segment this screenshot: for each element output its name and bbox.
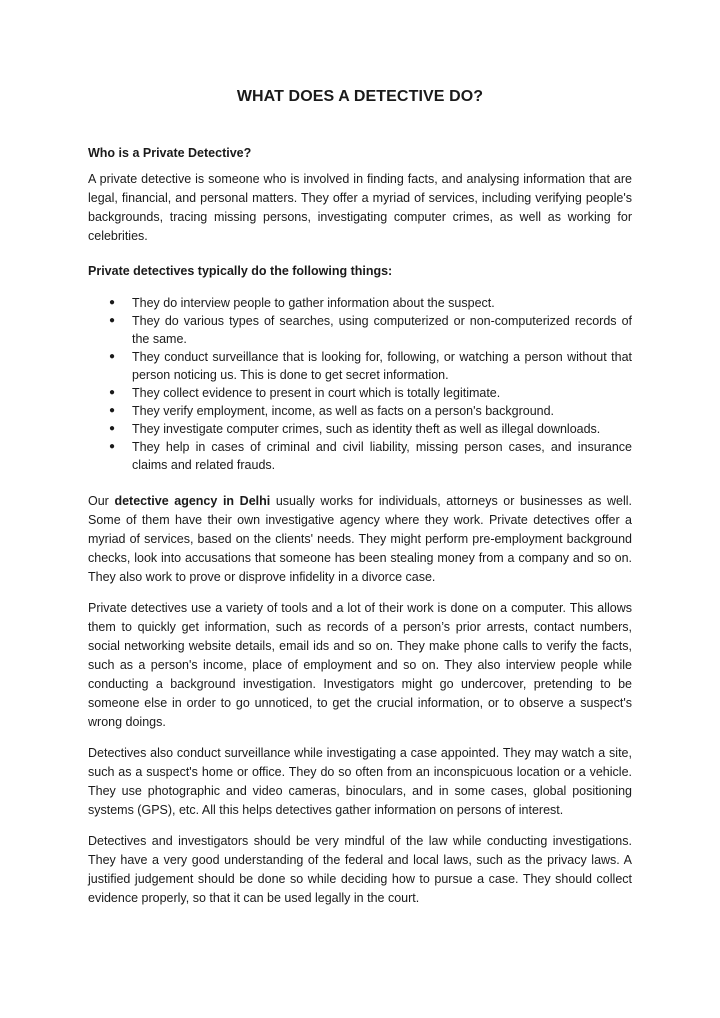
surveillance-paragraph: Detectives also conduct surveillance while investigating a case appointed. They may watch a site, such as a suspect's home or office. They do so often from an inconspicuous location or a vehicle. They use photographic and video cameras, binoculars, and in some cases, global positioning systems (GPS), etc. All this helps detectives gather information on persons of interest. (88, 746, 632, 817)
document-title: WHAT DOES A DETECTIVE DO? (236, 88, 484, 105)
section-heading-tasks: Private detectives typically do the following things: (88, 264, 393, 278)
bullet-icon: ● (109, 423, 116, 434)
bullet-icon: ● (109, 297, 116, 308)
agency-keyword: detective agency in Delhi (114, 494, 271, 508)
list-item: ● They conduct surveillance that is looking for, following, or watching a person without that person noticing us. This is done to get secret information. (109, 350, 632, 382)
bullet-icon: ● (109, 405, 116, 416)
law-paragraph: Detectives and investigators should be very mindful of the law while conducting investigations. They have a very good understanding of the federal and local laws, such as the privacy laws. A justified judgement should be done so while deciding how to pursue a case. They should collect evidence properly, so that it can be used legally in the court. (88, 834, 632, 905)
intro-paragraph: A private detective is someone who is involved in finding facts, and analysing information that are legal, financial, and personal matters. They offer a myriad of services, including verifying people's backgrounds, tracing missing persons, investigating computer crimes, as well as working for celebrities. (88, 172, 632, 243)
section-heading-who: Who is a Private Detective? (88, 146, 252, 160)
tools-paragraph: Private detectives use a variety of tools and a lot of their work is done on a computer. This allows them to quickly get information, such as records of a person’s prior arrests, contact numbers, social networking website details, email ids and so on. They make phone calls to verify the facts, such as a person's income, place of employment and so on. They also interview people while conducting a background investigation. Investigators might go undercover, pretending to be someone else in order to go unnoticed, to get the crucial information, or to observe a suspect's wrong doings. (88, 601, 632, 729)
list-item: ● They do interview people to gather information about the suspect. (109, 296, 495, 310)
tasks-list (88, 294, 632, 474)
list-item: ● They collect evidence to present in court which is totally legitimate. (109, 386, 501, 400)
bullet-icon: ● (109, 387, 116, 398)
bullet-icon: ● (109, 315, 116, 326)
list-item: ● They do various types of searches, using computerized or non-computerized records of the same. (109, 314, 632, 346)
list-item: ● They investigate computer crimes, such as identity theft as well as illegal downloads. (109, 422, 601, 436)
bullet-icon: ● (109, 441, 116, 452)
agency-paragraph: Our detective agency in Delhi usually works for individuals, attorneys or businesses as well. Some of them have their own investigative agency where they work. Private detectives offer a myriad of services, based on the clients' needs. They might perform pre-employment background checks, look into accusations that someone has been stealing money from a company and so on. They also work to prove or disprove infidelity in a divorce case. (88, 494, 633, 584)
list-item: ● They verify employment, income, as well as facts on a person's background. (109, 404, 555, 418)
list-item: ● They help in cases of criminal and civil liability, missing person cases, and insurance claims and related frauds. (109, 440, 632, 472)
bullet-icon: ● (109, 351, 116, 362)
